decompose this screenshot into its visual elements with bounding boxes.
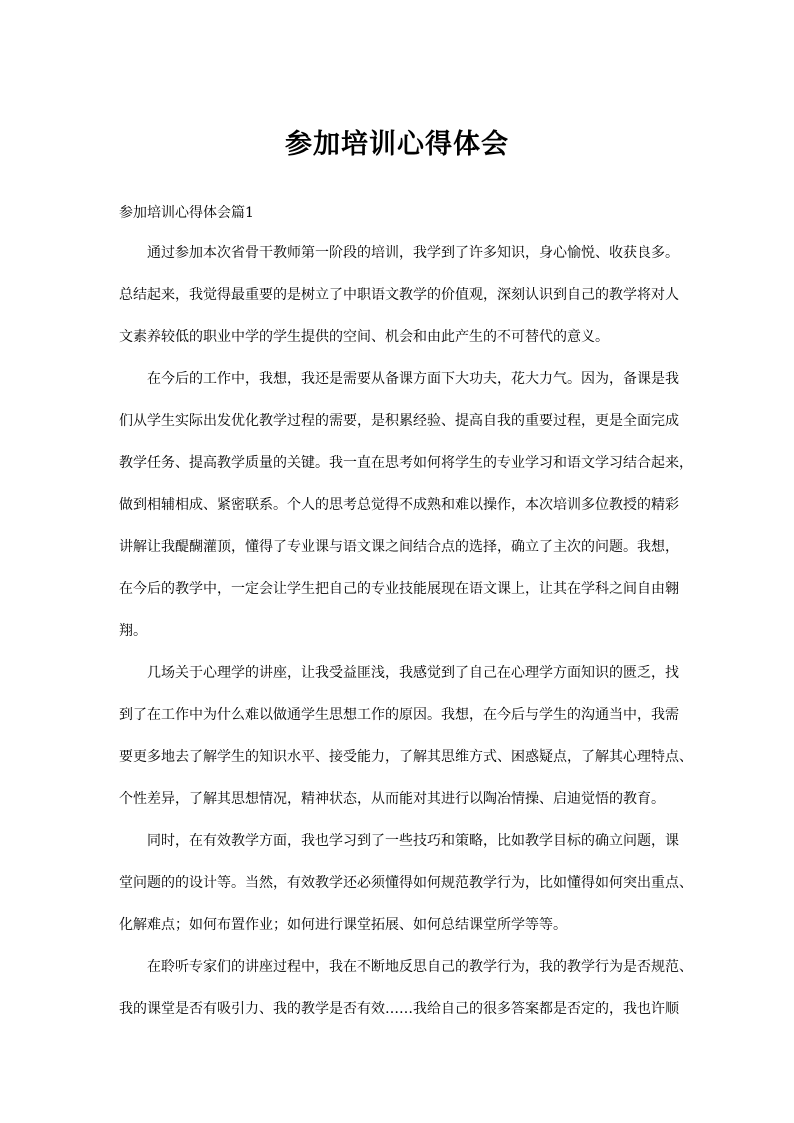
document-body	[119, 232, 693, 1030]
paragraph-2	[119, 358, 693, 652]
paragraph-line: 做到相辅相成、紧密联系。个人的思考总觉得不成熟和难以操作，本次培训多位教授的精彩	[119, 497, 679, 513]
paragraph-line: 总结起来，我觉得最重要的是树立了中职语文教学的价值观，深刻认识到自己的教学将对人	[119, 287, 679, 303]
paragraph-line: 翔。	[119, 623, 147, 639]
section-heading: 参加培训心得体会篇1	[119, 205, 254, 221]
paragraph-line: 到了在工作中为什么难以做通学生思想工作的原因。我想，在今后与学生的沟通当中，我需	[119, 707, 679, 723]
paragraph-line: 讲解让我醍醐灌顶，懂得了专业课与语文课之间结合点的选择，确立了主次的问题。我想，	[119, 539, 679, 555]
paragraph-line: 在聆听专家们的讲座过程中，我在不断地反思自己的教学行为，我的教学行为是否规范、	[147, 959, 693, 975]
paragraph-line: 同时，在有效教学方面，我也学习到了一些技巧和策略，比如教学目标的确立问题，课	[147, 833, 679, 849]
paragraph-4	[119, 820, 693, 946]
paragraph-line: 在今后的教学中，一定会让学生把自己的专业技能展现在语文课上，让其在学科之间自由翱	[119, 581, 679, 597]
paragraph-line: 几场关于心理学的讲座，让我受益匪浅，我感觉到了自己在心理学方面知识的匮乏，找	[147, 665, 679, 681]
paragraph-line: 在今后的工作中，我想，我还是需要从备课方面下大功夫，花大力气。因为，备课是我	[147, 371, 679, 387]
paragraph-1	[119, 232, 685, 358]
paragraph-line: 我的课堂是否有吸引力、我的教学是否有效……我给自己的很多答案都是否定的，我也许顺	[119, 1001, 679, 1017]
paragraph-line: 通过参加本次省骨干教师第一阶段的培训，我学到了许多知识，身心愉悦、收获良多。	[147, 245, 679, 261]
paragraph-line: 个性差异，了解其思想情况，精神状态，从而能对其进行以陶冶情操、启迪觉悟的教育。	[119, 791, 665, 807]
paragraph-line: 要更多地去了解学生的知识水平、接受能力，了解其思维方式、困惑疑点，了解其心理特点、	[119, 749, 693, 765]
paragraph-line: 文素养较低的职业中学的学生提供的空间、机会和由此产生的不可替代的意义。	[119, 329, 609, 345]
paragraph-3	[119, 652, 693, 820]
paragraph-5	[119, 946, 693, 1030]
paragraph-line: 教学任务、提高教学质量的关键。我一直在思考如何将学生的专业学习和语文学习结合起来，	[119, 455, 693, 471]
paragraph-line: 化解难点；如何布置作业；如何进行课堂拓展、如何总结课堂所学等等。	[119, 917, 567, 933]
page-title: 参加培训心得体会	[285, 129, 509, 160]
paragraph-line: 们从学生实际出发优化教学过程的需要，是积累经验、提高自我的重要过程，更是全面完成	[119, 413, 679, 429]
paragraph-line: 堂问题的的设计等。当然，有效教学还必须懂得如何规范教学行为，比如懂得如何突出重点、	[119, 875, 693, 891]
